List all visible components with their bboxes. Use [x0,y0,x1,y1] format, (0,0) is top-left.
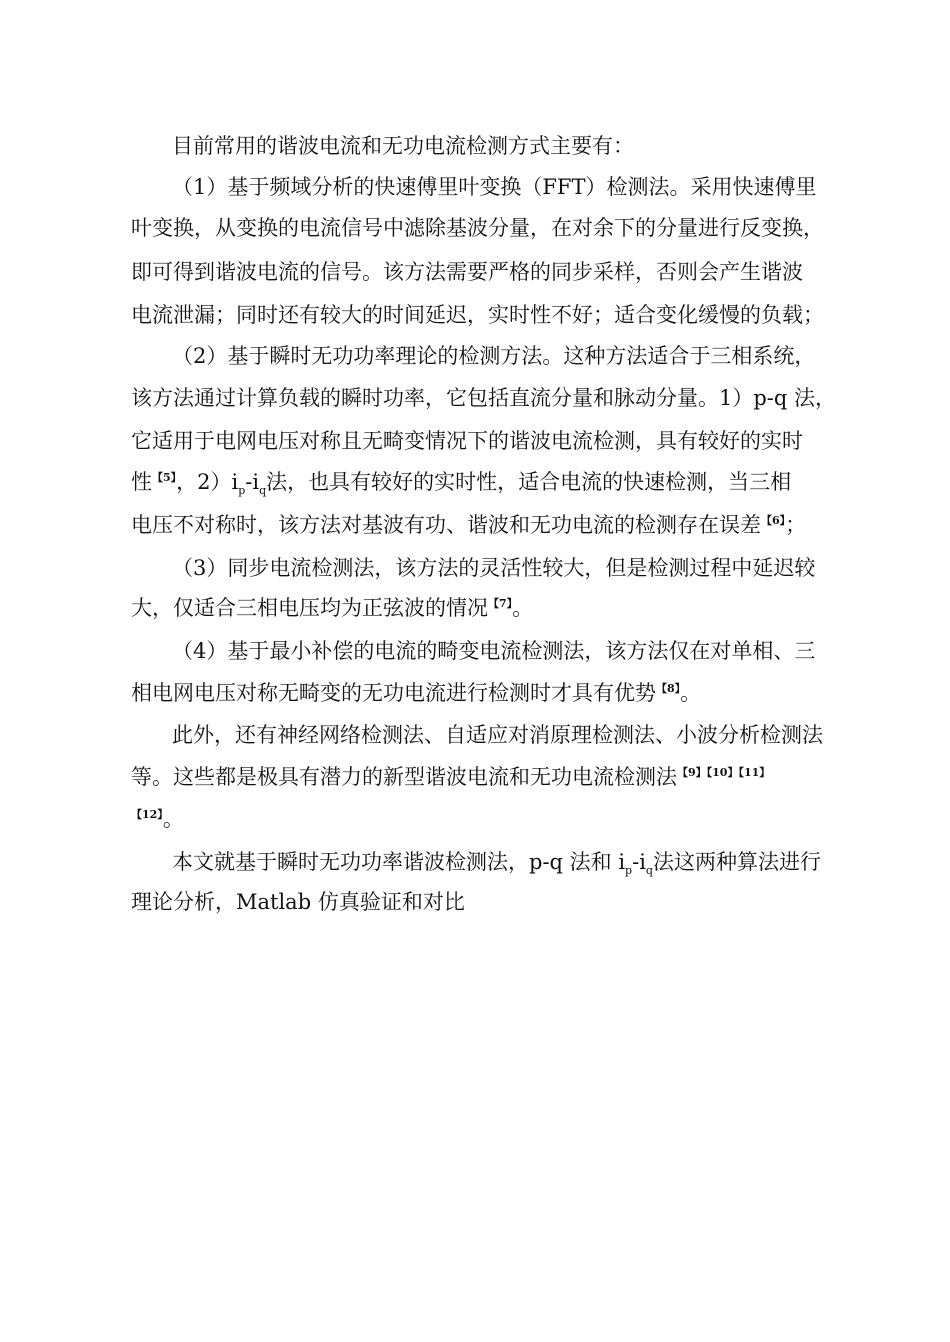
others-line-1: 此外，还有神经网络检测法、自适应对消原理检测法、小波分析检测法 [172,723,823,747]
method2-line-4-text-b: ，2）i [176,470,239,494]
method2-line-4-text-c: -i [245,470,260,494]
conclusion-line-1-text-a: 本文就基于瞬时无功功率谐波检测法，p-q 法和 i [172,850,626,874]
method1-line-4: 电流泄漏；同时还有较大的时间延迟，实时性不好；适合变化缓慢的负载； [131,303,824,327]
citation-ref-7: 【7】 [488,597,513,610]
subscript-q: q [259,484,267,498]
method2-line-4-text-a: 性 [131,470,152,494]
method2-line-5 [131,511,806,539]
intro-line: 目前常用的谐波电流和无功电流检测方式主要有： [172,134,634,158]
conclusion-line-2: 理论分析，Matlab 仿真验证和对比 [131,890,465,914]
citation-ref-5: 【5】 [152,471,177,484]
method4-line-2 [131,679,701,707]
conclusion-line-1 [172,848,821,876]
others-line-2-text-a: 等。这些都是极具有潜力的新型谐波电流和无功电流检测法 [131,765,677,789]
conclusion-line-1-text-c: 法这两种算法进行 [652,850,821,874]
method3-line-2 [131,594,533,622]
subscript-p: p [625,864,633,878]
citation-ref-12: 【12】 [131,808,163,821]
others-line-3 [131,805,184,833]
method1-line-1: （1）基于频域分析的快速傅里叶变换（FFT）检测法。采用快速傅里 [172,175,817,199]
method2-line-5-text-b: ； [785,513,807,537]
method2-line-2: 该方法通过计算负载的瞬时功率，它包括直流分量和脉动分量。1）p-q 法， [131,386,837,410]
method2-line-4 [131,468,791,496]
method3-line-2-text-a: 大，仅适合三相电压均为正弦波的情况 [131,596,488,620]
subscript-p: p [238,484,246,498]
method3-line-1: （3）同步电流检测法，该方法的灵活性较大，但是检测过程中延迟较 [172,556,816,580]
method1-line-3: 即可得到谐波电流的信号。该方法需要严格的同步采样，否则会产生谐波 [131,260,803,284]
method2-line-4-text-d: 法，也具有较好的实时性，适合电流的快速检测，当三相 [266,470,792,494]
citation-ref-6: 【6】 [761,514,786,527]
others-line-3-text-b: 。 [162,807,184,831]
method4-line-2-text-a: 相电网电压对称无畸变的无功电流进行检测时才具有优势 [131,681,656,705]
method2-line-1: （2）基于瞬时无功功率理论的检测方法。这种方法适合于三相系统， [172,344,816,368]
method3-line-2-text-b: 。 [512,596,534,620]
method2-line-3: 它适用于电网电压对称且无畸变情况下的谐波电流检测，具有较好的实时 [131,429,803,453]
citation-refs-9-11: 【9】【10】【11】 [677,766,771,779]
subscript-q: q [645,864,653,878]
conclusion-line-1-text-b: -i [632,850,646,874]
method4-line-2-text-b: 。 [680,681,702,705]
method2-line-5-text-a: 电压不对称时，该方法对基波有功、谐波和无功电流的检测存在误差 [131,513,761,537]
method1-line-2: 叶变换，从变换的电流信号中滤除基波分量，在对余下的分量进行反变换， [131,216,824,240]
citation-ref-8: 【8】 [656,682,681,695]
others-line-2 [131,763,770,791]
method4-line-1: （4）基于最小补偿的电流的畸变电流检测法，该方法仅在对单相、三 [172,639,816,663]
